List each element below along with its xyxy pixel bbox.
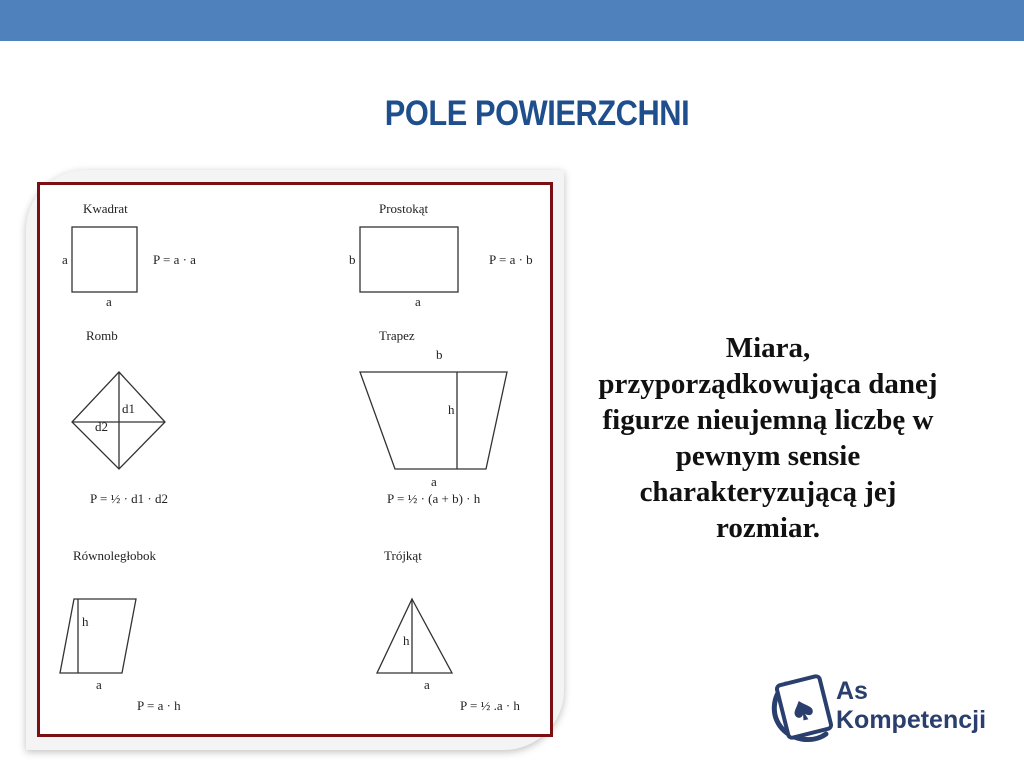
trapezoid-bottom-label: a — [431, 474, 437, 489]
definition-line: przyporządkowująca danej — [598, 368, 938, 400]
top-bar — [0, 0, 1024, 41]
parallelogram-bottom-label: a — [96, 677, 102, 692]
definition-text — [548, 330, 988, 546]
square-name: Kwadrat — [83, 201, 128, 216]
slide-title-text: POLE POWIERZCHNI — [384, 94, 690, 133]
parallelogram-name: Równoległobok — [73, 548, 157, 563]
rectangle-side-left: b — [349, 252, 356, 267]
definition-line: rozmiar. — [716, 512, 820, 544]
slide-title — [64, 94, 965, 134]
trapezoid-height-label: h — [448, 402, 455, 417]
triangle-formula: P = ½ .a · h — [460, 698, 520, 713]
trapezoid-shape — [360, 372, 507, 469]
triangle-height-label: h — [403, 633, 410, 648]
rhombus-formula: P = ½ · d1 · d2 — [90, 491, 168, 506]
definition-line: pewnym sensie — [675, 440, 861, 472]
triangle-shape — [377, 599, 452, 673]
triangle-bottom-label: a — [424, 677, 430, 692]
square-side-bottom: a — [106, 294, 112, 309]
rectangle-name: Prostokąt — [379, 201, 429, 216]
rhombus-d1-label: d1 — [122, 401, 135, 416]
triangle-name: Trójkąt — [384, 548, 422, 563]
trapezoid-formula: P = ½ · (a + b) · h — [387, 491, 481, 506]
parallelogram-height-label: h — [82, 614, 89, 629]
definition-line: Miara, — [725, 332, 811, 364]
definition-line: figurze nieujemną liczbę w — [602, 404, 934, 436]
rectangle-formula: P = a · b — [489, 252, 533, 267]
trapezoid-name: Trapez — [379, 328, 415, 343]
square-shape — [72, 227, 137, 292]
rectangle-shape — [360, 227, 458, 292]
trapezoid-top-label: b — [436, 347, 443, 362]
square-side-left: a — [62, 252, 68, 267]
rhombus-name: Romb — [86, 328, 118, 343]
rectangle-side-bottom: a — [415, 294, 421, 309]
definition-line: charakteryzującą jej — [639, 476, 897, 508]
area-formulas-svg — [40, 185, 550, 734]
area-formulas-figure — [37, 182, 553, 737]
parallelogram-shape — [60, 599, 136, 673]
rhombus-d2-label: d2 — [95, 419, 108, 434]
logo-line-1: As — [836, 677, 868, 705]
logo-line-2: Kompetencji — [836, 706, 987, 734]
square-formula: P = a · a — [153, 252, 196, 267]
parallelogram-formula: P = a · h — [137, 698, 181, 713]
